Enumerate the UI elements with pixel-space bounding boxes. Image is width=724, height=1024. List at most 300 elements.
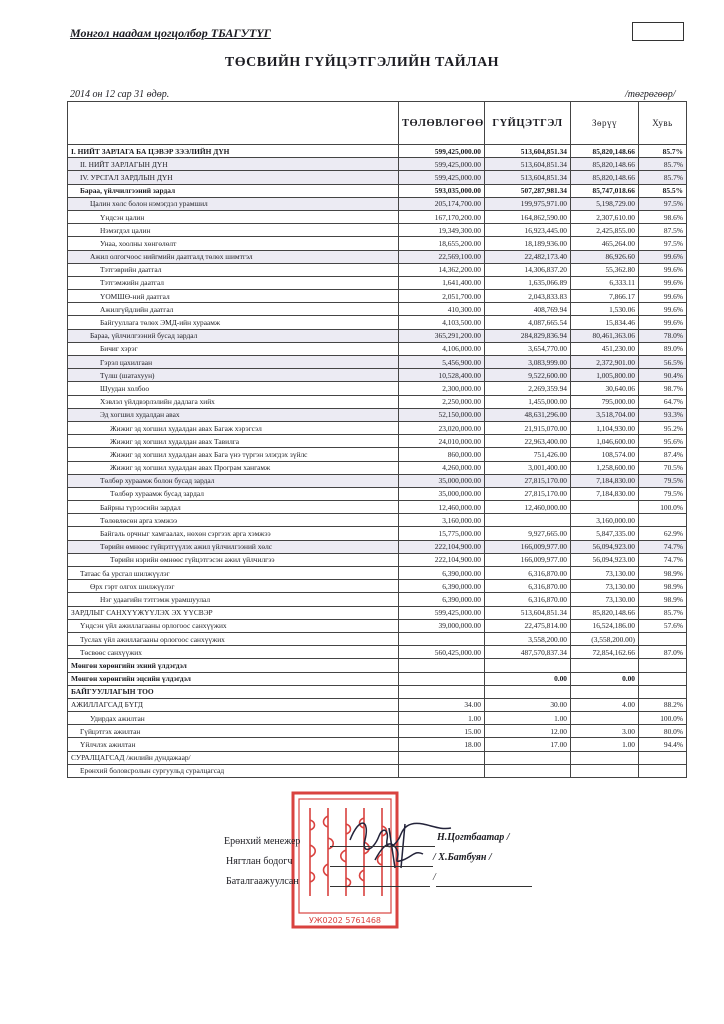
cell-percent: 93.3% <box>639 408 687 421</box>
cell-actual: 9,522,600.00 <box>485 369 571 382</box>
cell-percent: 56.5% <box>639 356 687 369</box>
signature-role-1: Ерөнхий менежер <box>224 836 301 847</box>
cell-plan: 222,104,900.00 <box>399 553 485 566</box>
table-row <box>68 672 687 685</box>
row-label: Унаа, хоолны хөнгөлөлт <box>68 237 399 250</box>
table-row <box>68 764 687 777</box>
table-row <box>68 540 687 553</box>
cell-percent: 85.7% <box>639 606 687 619</box>
cell-diff: 1,258,600.00 <box>571 461 639 474</box>
header-label <box>68 102 399 145</box>
cell-diff: 80,461,363.06 <box>571 329 639 342</box>
organization-name: Монгол наадам цогцолбор ТБАГУТҮГ <box>70 26 271 40</box>
cell-actual: 21,915,070.00 <box>485 421 571 434</box>
row-label: Түлш (шатахуун) <box>68 369 399 382</box>
table-row <box>68 487 687 500</box>
cell-actual: 4,087,665.54 <box>485 316 571 329</box>
cell-plan: 10,528,400.00 <box>399 369 485 382</box>
cell-percent: 99.6% <box>639 290 687 303</box>
cell-diff: 73,130.00 <box>571 567 639 580</box>
cell-percent: 99.6% <box>639 303 687 316</box>
cell-actual: 164,862,590.00 <box>485 210 571 223</box>
cell-plan: 12,460,000.00 <box>399 501 485 514</box>
row-label: Мөнгөн хөрөнгийн эхний үлдэгдэл <box>68 659 399 672</box>
cell-actual: 16,923,445.00 <box>485 224 571 237</box>
corner-box <box>632 22 684 41</box>
currency-unit: /төгрөгөөр/ <box>625 89 676 100</box>
cell-percent: 98.7% <box>639 382 687 395</box>
cell-diff: 1,046,600.00 <box>571 435 639 448</box>
cell-diff: 7,866.17 <box>571 290 639 303</box>
cell-actual: 1,455,000.00 <box>485 395 571 408</box>
cell-diff: 3.00 <box>571 725 639 738</box>
cell-plan <box>399 659 485 672</box>
row-label: Хэвлэл үйлдвэрлэлийн дадлага хийх <box>68 395 399 408</box>
row-label: Төрийн нэрийн өмнөөс гүйцэтгэсэн ажил үйлчилгээ <box>68 553 399 566</box>
row-label: Ажилгүйдлийн даатгал <box>68 303 399 316</box>
cell-diff: 73,130.00 <box>571 593 639 606</box>
cell-plan: 23,020,000.00 <box>399 421 485 434</box>
cell-actual <box>485 764 571 777</box>
table-row <box>68 738 687 751</box>
table-header-row <box>68 102 687 145</box>
row-label: Эд хогшил худалдан авах <box>68 408 399 421</box>
cell-diff <box>571 764 639 777</box>
cell-plan: 6,390,000.00 <box>399 567 485 580</box>
cell-percent: 80.0% <box>639 725 687 738</box>
cell-plan: 4,260,000.00 <box>399 461 485 474</box>
row-label: Цалин хөлс болон нэмэгдэл урамшил <box>68 197 399 210</box>
cell-actual: 507,287,981.34 <box>485 184 571 197</box>
row-label: Жижиг эд хогшил худалдан авах Тавилга <box>68 435 399 448</box>
cell-plan: 39,000,000.00 <box>399 619 485 632</box>
cell-plan: 6,390,000.00 <box>399 593 485 606</box>
table-row <box>68 474 687 487</box>
cell-percent: 99.6% <box>639 250 687 263</box>
report-title: ТӨСВИЙН ГҮЙЦЭТГЭЛИЙН ТАЙЛАН <box>224 55 500 70</box>
signature-line-3 <box>330 886 430 887</box>
cell-plan: 14,362,200.00 <box>399 263 485 276</box>
signature-name-2: / Х.Батбуян / <box>433 852 492 863</box>
cell-actual: 513,604,851.34 <box>485 606 571 619</box>
cell-actual <box>485 685 571 698</box>
cell-percent: 98.6% <box>639 210 687 223</box>
cell-actual: 284,829,836.94 <box>485 329 571 342</box>
cell-plan: 1,641,400.00 <box>399 276 485 289</box>
cell-percent: 74.7% <box>639 553 687 566</box>
table-row <box>68 580 687 593</box>
signature-role-2: Нягтлан бодогч <box>226 856 293 867</box>
cell-plan <box>399 685 485 698</box>
cell-plan: 19,349,300.00 <box>399 224 485 237</box>
cell-percent <box>639 514 687 527</box>
cell-diff: 85,820,148.66 <box>571 171 639 184</box>
cell-diff: 3,518,704.00 <box>571 408 639 421</box>
table-row <box>68 342 687 355</box>
table-row <box>68 210 687 223</box>
table-row <box>68 527 687 540</box>
table-row <box>68 158 687 171</box>
cell-plan: 599,425,000.00 <box>399 145 485 158</box>
table-row <box>68 250 687 263</box>
cell-diff: 1,530.06 <box>571 303 639 316</box>
report-date: 2014 он 12 сар 31 өдөр. <box>70 89 170 100</box>
cell-actual: 6,316,870.00 <box>485 567 571 580</box>
table-row <box>68 632 687 645</box>
cell-percent: 98.9% <box>639 580 687 593</box>
row-label: Бараа, үйлчилгээний зардал <box>68 184 399 197</box>
cell-actual <box>485 751 571 764</box>
cell-plan: 860,000.00 <box>399 448 485 461</box>
cell-percent: 89.0% <box>639 342 687 355</box>
cell-plan: 410,300.00 <box>399 303 485 316</box>
cell-percent <box>639 764 687 777</box>
cell-diff: 56,094,923.00 <box>571 540 639 553</box>
cell-diff: 2,307,610.00 <box>571 210 639 223</box>
cell-percent: 99.6% <box>639 263 687 276</box>
cell-actual: 1,635,066.89 <box>485 276 571 289</box>
cell-percent: 57.6% <box>639 619 687 632</box>
cell-diff <box>571 501 639 514</box>
cell-percent <box>639 672 687 685</box>
row-label: Төрийн өмнөөс гүйцэтгүүлэх ажил үйлчилгээний хөлс <box>68 540 399 553</box>
cell-percent: 74.7% <box>639 540 687 553</box>
cell-plan: 24,010,000.00 <box>399 435 485 448</box>
cell-percent: 64.7% <box>639 395 687 408</box>
row-label: Байрны түрээсийн зардал <box>68 501 399 514</box>
cell-actual: 17.00 <box>485 738 571 751</box>
cell-diff: 85,820,148.66 <box>571 158 639 171</box>
cell-plan: 560,425,000.00 <box>399 646 485 659</box>
cell-diff <box>571 659 639 672</box>
row-label: Бараа, үйлчилгээний бусад зардал <box>68 329 399 342</box>
cell-actual: 408,769.94 <box>485 303 571 316</box>
row-label: Тэтгэврийн даатгал <box>68 263 399 276</box>
cell-actual: 513,604,851.34 <box>485 158 571 171</box>
row-label: II. НИЙТ ЗАРЛАГЫН ДҮН <box>68 158 399 171</box>
cell-percent: 87.0% <box>639 646 687 659</box>
cell-actual: 2,269,359.94 <box>485 382 571 395</box>
signature-line-1 <box>330 846 435 847</box>
table-row <box>68 184 687 197</box>
cell-actual: 199,975,971.00 <box>485 197 571 210</box>
cell-diff <box>571 685 639 698</box>
cell-actual: 513,604,851.34 <box>485 145 571 158</box>
cell-actual: 22,482,173.40 <box>485 250 571 263</box>
cell-percent: 70.5% <box>639 461 687 474</box>
cell-actual: 0.00 <box>485 672 571 685</box>
cell-actual: 3,654,770.00 <box>485 342 571 355</box>
table-row <box>68 329 687 342</box>
cell-percent: 98.9% <box>639 593 687 606</box>
cell-diff: 2,372,901.00 <box>571 356 639 369</box>
row-label: Ажил олгогчоос нийгмийн даатгалд төлөх шимтгэл <box>68 250 399 263</box>
cell-percent: 85.5% <box>639 184 687 197</box>
table-row <box>68 725 687 738</box>
cell-plan: 205,174,700.00 <box>399 197 485 210</box>
cell-percent: 87.4% <box>639 448 687 461</box>
cell-percent <box>639 659 687 672</box>
cell-percent: 87.5% <box>639 224 687 237</box>
header-plan: ТӨЛӨВЛӨГӨӨ <box>399 102 485 145</box>
row-label: Байгууллага төлөх ЭМД-ийн хураамж <box>68 316 399 329</box>
cell-diff: 85,820,148.66 <box>571 606 639 619</box>
row-label: Өрх гэрт олгох шилжүүлэг <box>68 580 399 593</box>
row-label: ЗАРДЛЫГ САНХҮҮЖҮҮЛЭХ ЭХ ҮҮСВЭР <box>68 606 399 619</box>
header-diff: Зөрүү <box>571 102 639 145</box>
table-row <box>68 448 687 461</box>
cell-diff <box>571 712 639 725</box>
cell-actual: 6,316,870.00 <box>485 580 571 593</box>
cell-percent: 99.6% <box>639 276 687 289</box>
row-label: Гүйцэтгэх ажилтан <box>68 725 399 738</box>
cell-percent: 95.2% <box>639 421 687 434</box>
cell-plan: 3,160,000.00 <box>399 514 485 527</box>
cell-percent: 99.6% <box>639 316 687 329</box>
cell-percent: 100.0% <box>639 501 687 514</box>
cell-diff: 3,160,000.00 <box>571 514 639 527</box>
cell-diff: 56,094,923.00 <box>571 553 639 566</box>
table-row <box>68 369 687 382</box>
stamp-code: УЖ0202 5761468 <box>308 916 382 925</box>
row-label: I. НИЙТ ЗАРЛАГА БА ЦЭВЭР ЗЭЭЛИЙН ДҮН <box>68 145 399 158</box>
table-row <box>68 712 687 725</box>
row-label: БАЙГУУЛЛАГЫН ТОО <box>68 685 399 698</box>
cell-percent: 79.5% <box>639 487 687 500</box>
table-row <box>68 395 687 408</box>
cell-actual <box>485 514 571 527</box>
table-row <box>68 224 687 237</box>
cell-actual: 513,604,851.34 <box>485 171 571 184</box>
cell-plan: 222,104,900.00 <box>399 540 485 553</box>
cell-diff: 73,130.00 <box>571 580 639 593</box>
table-row <box>68 461 687 474</box>
cell-diff: 2,425,855.00 <box>571 224 639 237</box>
cell-actual: 18,189,936.00 <box>485 237 571 250</box>
cell-diff: 1,005,800.00 <box>571 369 639 382</box>
cell-actual: 751,426.00 <box>485 448 571 461</box>
cell-diff: 72,854,162.66 <box>571 646 639 659</box>
cell-percent: 94.4% <box>639 738 687 751</box>
table-row <box>68 619 687 632</box>
cell-plan: 1.00 <box>399 712 485 725</box>
cell-plan: 35,000,000.00 <box>399 474 485 487</box>
cell-actual: 3,001,400.00 <box>485 461 571 474</box>
cell-plan: 365,291,200.00 <box>399 329 485 342</box>
row-label: АЖИЛЛАГСАД БҮГД <box>68 698 399 711</box>
row-label: Үндсэн үйл ажиллагааны орлогоос санхүүжих <box>68 619 399 632</box>
cell-diff: 108,574.00 <box>571 448 639 461</box>
row-label: Төлбөр хураамж болон бусад зардал <box>68 474 399 487</box>
table-row <box>68 751 687 764</box>
table-row <box>68 197 687 210</box>
row-label: Жижиг эд хогшил худалдан авах Багаж хэрэгсэл <box>68 421 399 434</box>
row-label: Нэг удаагийн тэтгэмж урамшуулал <box>68 593 399 606</box>
table-row <box>68 501 687 514</box>
cell-plan: 599,425,000.00 <box>399 171 485 184</box>
table-row <box>68 356 687 369</box>
cell-plan: 18,655,200.00 <box>399 237 485 250</box>
signature-name-1: Н.Цогтбаатар / <box>437 832 510 843</box>
row-label: Удирдах ажилтан <box>68 712 399 725</box>
row-label: Төлбөр хураамж бусад зардал <box>68 487 399 500</box>
cell-percent: 98.9% <box>639 567 687 580</box>
table-row <box>68 698 687 711</box>
cell-percent: 85.7% <box>639 158 687 171</box>
table-row <box>68 237 687 250</box>
cell-percent: 78.0% <box>639 329 687 342</box>
cell-diff: 4.00 <box>571 698 639 711</box>
cell-actual: 6,316,870.00 <box>485 593 571 606</box>
table-row <box>68 606 687 619</box>
row-label: Тэтгэмжийн даатгал <box>68 276 399 289</box>
table-row <box>68 316 687 329</box>
row-label: Гэрэл цахилгаан <box>68 356 399 369</box>
row-label: Туслах үйл ажиллагааны орлогоос санхүүжих <box>68 632 399 645</box>
cell-diff: 55,362.80 <box>571 263 639 276</box>
cell-diff: 1.00 <box>571 738 639 751</box>
table-row <box>68 435 687 448</box>
cell-diff <box>571 751 639 764</box>
cell-actual: 3,558,200.00 <box>485 632 571 645</box>
cell-diff: 85,820,148.66 <box>571 145 639 158</box>
cell-diff: 465,264.00 <box>571 237 639 250</box>
row-label: Мөнгөн хөрөнгийн эцсийн үлдэгдэл <box>68 672 399 685</box>
cell-diff: 1,104,930.00 <box>571 421 639 434</box>
cell-actual: 166,009,977.00 <box>485 540 571 553</box>
cell-plan <box>399 672 485 685</box>
table-row <box>68 685 687 698</box>
cell-percent: 90.4% <box>639 369 687 382</box>
row-label: Бичиг хэрэг <box>68 342 399 355</box>
cell-percent: 85.7% <box>639 171 687 184</box>
row-label: Ерөнхий боловсролын сургуульд суралцагсад <box>68 764 399 777</box>
cell-plan: 167,170,200.00 <box>399 210 485 223</box>
cell-actual: 166,009,977.00 <box>485 553 571 566</box>
table-row <box>68 382 687 395</box>
table-row <box>68 646 687 659</box>
row-label: ҮОМШӨ-ний даатгал <box>68 290 399 303</box>
cell-plan: 599,425,000.00 <box>399 606 485 619</box>
cell-diff: 7,184,830.00 <box>571 487 639 500</box>
cell-diff: 7,184,830.00 <box>571 474 639 487</box>
cell-percent: 88.2% <box>639 698 687 711</box>
cell-actual: 2,043,833.83 <box>485 290 571 303</box>
cell-plan: 4,106,000.00 <box>399 342 485 355</box>
cell-percent: 95.6% <box>639 435 687 448</box>
cell-percent <box>639 685 687 698</box>
cell-percent: 97.5% <box>639 197 687 210</box>
table-row <box>68 303 687 316</box>
table-body <box>68 145 687 778</box>
cell-percent: 97.5% <box>639 237 687 250</box>
budget-table-wrapper <box>67 101 686 778</box>
cell-diff: 5,847,335.00 <box>571 527 639 540</box>
cell-percent <box>639 751 687 764</box>
cell-plan: 18.00 <box>399 738 485 751</box>
cell-actual: 22,475,814.00 <box>485 619 571 632</box>
row-label: Төлөвлөсөн арга хэмжээ <box>68 514 399 527</box>
cell-actual: 27,815,170.00 <box>485 487 571 500</box>
cell-actual: 487,570,837.34 <box>485 646 571 659</box>
cell-plan: 4,103,500.00 <box>399 316 485 329</box>
table-row <box>68 567 687 580</box>
row-label: Жижиг эд хогшил худалдан авах Програм хангамж <box>68 461 399 474</box>
cell-plan: 34.00 <box>399 698 485 711</box>
row-label: Байгаль орчныг хамгаалах, нөхөн сэргээх арга хэмжээ <box>68 527 399 540</box>
signature-name-3: / <box>433 872 436 883</box>
row-label: Жижиг эд хогшил худалдан авах Бага үнэ түргэн элэгдэх зүйлс <box>68 448 399 461</box>
header-actual: ГҮЙЦЭТГЭЛ <box>485 102 571 145</box>
cell-diff: 0.00 <box>571 672 639 685</box>
table-row <box>68 263 687 276</box>
cell-plan: 52,150,000.00 <box>399 408 485 421</box>
table-row <box>68 408 687 421</box>
cell-actual: 1.00 <box>485 712 571 725</box>
cell-plan <box>399 751 485 764</box>
cell-diff: 5,198,729.00 <box>571 197 639 210</box>
cell-diff: 86,926.60 <box>571 250 639 263</box>
cell-actual: 12,460,000.00 <box>485 501 571 514</box>
cell-diff: 85,747,018.66 <box>571 184 639 197</box>
cell-actual <box>485 659 571 672</box>
cell-percent <box>639 632 687 645</box>
cell-plan: 15,775,000.00 <box>399 527 485 540</box>
cell-plan: 599,425,000.00 <box>399 158 485 171</box>
cell-actual: 22,963,400.00 <box>485 435 571 448</box>
cell-actual: 9,927,665.00 <box>485 527 571 540</box>
signature-line-3b <box>436 886 532 887</box>
cell-actual: 12.00 <box>485 725 571 738</box>
cell-actual: 14,306,837.20 <box>485 263 571 276</box>
cell-diff: 6,333.11 <box>571 276 639 289</box>
cell-plan: 15.00 <box>399 725 485 738</box>
table-row <box>68 514 687 527</box>
row-label: СУРАЛЦАГСАД /жилийн дундажаар/ <box>68 751 399 764</box>
cell-diff: 795,000.00 <box>571 395 639 408</box>
row-label: Үндсэн цалин <box>68 210 399 223</box>
cell-plan: 35,000,000.00 <box>399 487 485 500</box>
header-percent: Хувь <box>639 102 687 145</box>
cell-percent: 100.0% <box>639 712 687 725</box>
budget-table <box>67 101 687 778</box>
row-label: Татаас ба урсгал шилжүүлэг <box>68 567 399 580</box>
cell-actual: 48,631,296.00 <box>485 408 571 421</box>
cell-plan: 2,300,000.00 <box>399 382 485 395</box>
table-row <box>68 553 687 566</box>
cell-plan <box>399 632 485 645</box>
row-label: IV. УРСГАЛ ЗАРДЛЫН ДҮН <box>68 171 399 184</box>
table-row <box>68 659 687 672</box>
cell-diff: 30,640.06 <box>571 382 639 395</box>
table-row <box>68 421 687 434</box>
cell-actual: 27,815,170.00 <box>485 474 571 487</box>
cell-percent: 79.5% <box>639 474 687 487</box>
row-label: Нэмэгдэл цалин <box>68 224 399 237</box>
cell-diff: (3,558,200.00) <box>571 632 639 645</box>
cell-plan: 2,250,000.00 <box>399 395 485 408</box>
signature-role-3: Баталгаажуулсан <box>226 876 299 887</box>
table-row <box>68 290 687 303</box>
table-row <box>68 145 687 158</box>
cell-plan: 5,456,900.00 <box>399 356 485 369</box>
cell-actual: 30.00 <box>485 698 571 711</box>
cell-actual: 3,083,999.00 <box>485 356 571 369</box>
row-label: Төсвөөс санхүүжих <box>68 646 399 659</box>
cell-diff: 451,230.00 <box>571 342 639 355</box>
signature-line-2 <box>330 866 433 867</box>
table-row <box>68 593 687 606</box>
